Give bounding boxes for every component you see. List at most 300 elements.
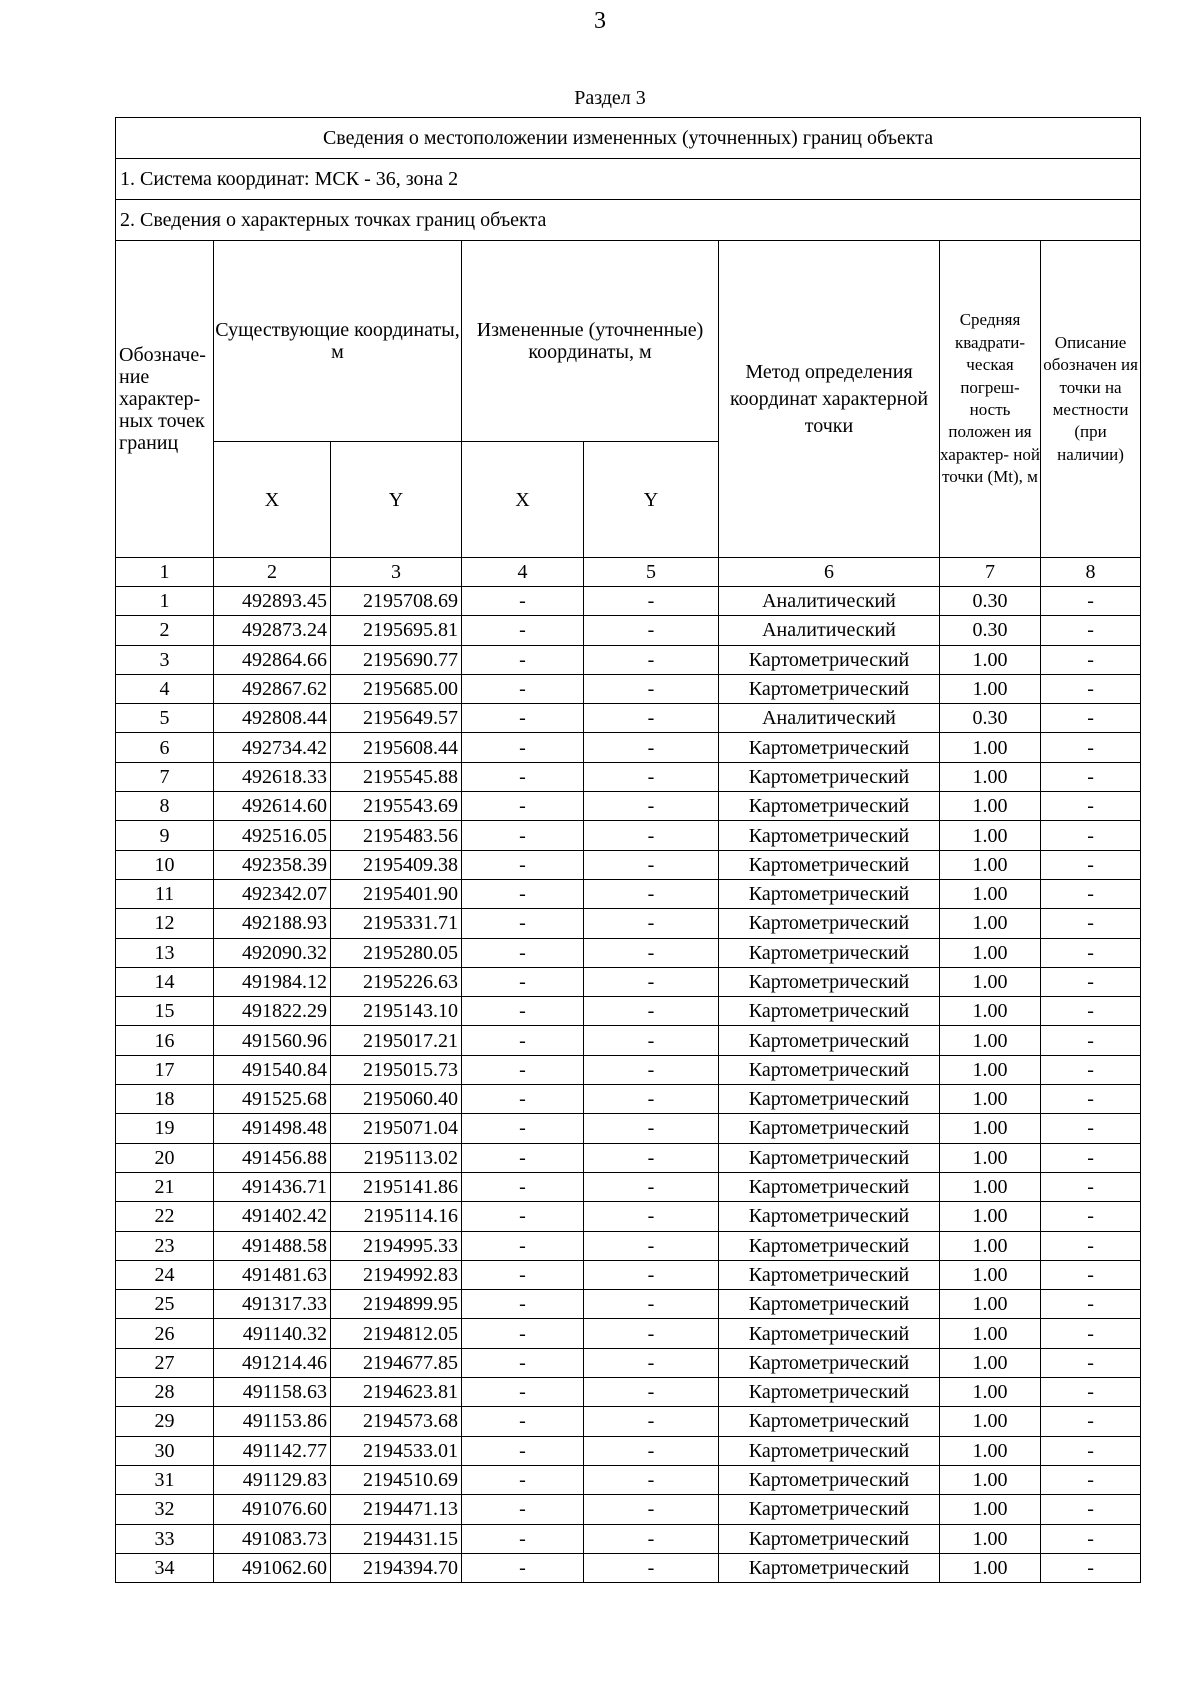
column-number: 4 (462, 558, 584, 587)
method-cell: Картометрический (719, 1114, 940, 1143)
boundary-points-table (115, 117, 1141, 1583)
existing-x-cell: 491488.58 (214, 1231, 331, 1260)
accuracy-cell: 1.00 (940, 1172, 1041, 1201)
accuracy-cell: 1.00 (940, 1495, 1041, 1524)
point-number-cell: 15 (116, 997, 214, 1026)
table-row (116, 1465, 1141, 1494)
changed-x-cell: - (462, 1114, 584, 1143)
changed-y-cell: - (584, 1465, 719, 1494)
description-cell: - (1041, 1436, 1141, 1465)
existing-y-cell: 2195113.02 (331, 1143, 462, 1172)
accuracy-cell: 1.00 (940, 1026, 1041, 1055)
existing-y-cell: 2195690.77 (331, 645, 462, 674)
existing-y-cell: 2194394.70 (331, 1553, 462, 1582)
existing-y-cell: 2194899.95 (331, 1290, 462, 1319)
description-cell: - (1041, 674, 1141, 703)
method-cell: Картометрический (719, 938, 940, 967)
description-cell: - (1041, 850, 1141, 879)
method-cell: Картометрический (719, 1524, 940, 1553)
header-designation: Обозначе- ние характер- ных точек границ (116, 241, 214, 558)
table-row (116, 792, 1141, 821)
table-row (116, 1026, 1141, 1055)
points-table-body (116, 587, 1141, 1583)
header-accuracy: Средняя квадрати- ческая погреш- ность положен ия характер- ной точки (Mt), м (940, 241, 1041, 558)
existing-y-cell: 2195695.81 (331, 616, 462, 645)
description-cell: - (1041, 1114, 1141, 1143)
point-number-cell: 1 (116, 587, 214, 616)
changed-x-cell: - (462, 938, 584, 967)
changed-x-cell: - (462, 762, 584, 791)
changed-y-cell: - (584, 1495, 719, 1524)
accuracy-cell: 1.00 (940, 792, 1041, 821)
point-number-cell: 29 (116, 1407, 214, 1436)
table-row (116, 616, 1141, 645)
accuracy-cell: 1.00 (940, 1465, 1041, 1494)
point-number-cell: 20 (116, 1143, 214, 1172)
changed-y-cell: - (584, 1143, 719, 1172)
method-cell: Аналитический (719, 587, 940, 616)
existing-y-cell: 2195017.21 (331, 1026, 462, 1055)
method-cell: Аналитический (719, 704, 940, 733)
point-number-cell: 3 (116, 645, 214, 674)
point-number-cell: 31 (116, 1465, 214, 1494)
existing-x-cell: 491129.83 (214, 1465, 331, 1494)
changed-x-cell: - (462, 1055, 584, 1084)
table-row (116, 587, 1141, 616)
description-cell: - (1041, 616, 1141, 645)
method-cell: Картометрический (719, 1436, 940, 1465)
point-number-cell: 26 (116, 1319, 214, 1348)
column-number-row (116, 558, 1141, 587)
method-cell: Картометрический (719, 1231, 940, 1260)
changed-x-cell: - (462, 704, 584, 733)
description-cell: - (1041, 1465, 1141, 1494)
point-number-cell: 21 (116, 1172, 214, 1201)
changed-y-cell: - (584, 850, 719, 879)
existing-y-cell: 2194510.69 (331, 1465, 462, 1494)
existing-y-cell: 2195331.71 (331, 909, 462, 938)
table-row (116, 1553, 1141, 1582)
changed-y-cell: - (584, 645, 719, 674)
existing-y-cell: 2194573.68 (331, 1407, 462, 1436)
column-number: 5 (584, 558, 719, 587)
method-cell: Картометрический (719, 1407, 940, 1436)
changed-y-cell: - (584, 704, 719, 733)
table-row (116, 1348, 1141, 1377)
table-row (116, 762, 1141, 791)
existing-y-cell: 2195226.63 (331, 967, 462, 996)
accuracy-cell: 1.00 (940, 879, 1041, 908)
existing-y-cell: 2195071.04 (331, 1114, 462, 1143)
accuracy-cell: 1.00 (940, 967, 1041, 996)
accuracy-cell: 1.00 (940, 821, 1041, 850)
changed-x-cell: - (462, 733, 584, 762)
table-title: Сведения о местоположении измененных (уточненных) границ объекта (116, 118, 1141, 159)
method-cell: Картометрический (719, 879, 940, 908)
changed-y-cell: - (584, 1319, 719, 1348)
page-number: 3 (594, 8, 606, 34)
table-row (116, 938, 1141, 967)
table-row (116, 879, 1141, 908)
table-row (116, 850, 1141, 879)
existing-y-cell: 2194471.13 (331, 1495, 462, 1524)
table-row (116, 1202, 1141, 1231)
changed-x-cell: - (462, 967, 584, 996)
existing-x-cell: 492090.32 (214, 938, 331, 967)
existing-x-cell: 491456.88 (214, 1143, 331, 1172)
description-cell: - (1041, 821, 1141, 850)
point-number-cell: 25 (116, 1290, 214, 1319)
changed-y-cell: - (584, 587, 719, 616)
description-cell: - (1041, 1524, 1141, 1553)
accuracy-cell: 1.00 (940, 850, 1041, 879)
accuracy-cell: 1.00 (940, 1436, 1041, 1465)
points-heading: 2. Сведения о характерных точках границ объекта (116, 200, 1141, 241)
accuracy-cell: 1.00 (940, 1231, 1041, 1260)
changed-x-cell: - (462, 616, 584, 645)
changed-y-cell: - (584, 1524, 719, 1553)
changed-x-cell: - (462, 1436, 584, 1465)
changed-x-cell: - (462, 1319, 584, 1348)
point-number-cell: 19 (116, 1114, 214, 1143)
accuracy-cell: 1.00 (940, 1260, 1041, 1289)
description-cell: - (1041, 1026, 1141, 1055)
method-cell: Картометрический (719, 1465, 940, 1494)
existing-x-cell: 491481.63 (214, 1260, 331, 1289)
coordinate-system: 1. Система координат: МСК - 36, зона 2 (116, 159, 1141, 200)
description-cell: - (1041, 792, 1141, 821)
column-number: 6 (719, 558, 940, 587)
changed-x-cell: - (462, 1026, 584, 1055)
changed-x-cell: - (462, 1524, 584, 1553)
existing-x-cell: 491142.77 (214, 1436, 331, 1465)
existing-y-cell: 2195545.88 (331, 762, 462, 791)
existing-x-cell: 491436.71 (214, 1172, 331, 1201)
column-number: 7 (940, 558, 1041, 587)
changed-y-cell: - (584, 1260, 719, 1289)
existing-x-cell: 492618.33 (214, 762, 331, 791)
changed-x-cell: - (462, 850, 584, 879)
point-number-cell: 11 (116, 879, 214, 908)
table-row (116, 1378, 1141, 1407)
existing-y-cell: 2195685.00 (331, 674, 462, 703)
table-row (116, 645, 1141, 674)
changed-x-cell: - (462, 1495, 584, 1524)
header-changed-x: X (462, 442, 584, 558)
changed-y-cell: - (584, 1407, 719, 1436)
changed-x-cell: - (462, 997, 584, 1026)
existing-x-cell: 491402.42 (214, 1202, 331, 1231)
table-row (116, 1495, 1141, 1524)
existing-y-cell: 2195608.44 (331, 733, 462, 762)
description-cell: - (1041, 1085, 1141, 1114)
accuracy-cell: 1.00 (940, 1290, 1041, 1319)
method-cell: Картометрический (719, 1260, 940, 1289)
point-number-cell: 17 (116, 1055, 214, 1084)
method-cell: Картометрический (719, 997, 940, 1026)
method-cell: Картометрический (719, 1378, 940, 1407)
existing-y-cell: 2195280.05 (331, 938, 462, 967)
existing-x-cell: 492808.44 (214, 704, 331, 733)
point-number-cell: 24 (116, 1260, 214, 1289)
changed-y-cell: - (584, 821, 719, 850)
changed-x-cell: - (462, 1407, 584, 1436)
description-cell: - (1041, 1143, 1141, 1172)
accuracy-cell: 1.00 (940, 1202, 1041, 1231)
description-cell: - (1041, 997, 1141, 1026)
description-cell: - (1041, 1202, 1141, 1231)
point-number-cell: 10 (116, 850, 214, 879)
method-cell: Картометрический (719, 792, 940, 821)
point-number-cell: 32 (116, 1495, 214, 1524)
accuracy-cell: 1.00 (940, 762, 1041, 791)
existing-y-cell: 2194677.85 (331, 1348, 462, 1377)
changed-x-cell: - (462, 1553, 584, 1582)
existing-x-cell: 492864.66 (214, 645, 331, 674)
point-number-cell: 7 (116, 762, 214, 791)
description-cell: - (1041, 1378, 1141, 1407)
changed-y-cell: - (584, 1202, 719, 1231)
changed-x-cell: - (462, 1143, 584, 1172)
point-number-cell: 6 (116, 733, 214, 762)
point-number-cell: 30 (116, 1436, 214, 1465)
changed-x-cell: - (462, 792, 584, 821)
table-row (116, 733, 1141, 762)
existing-x-cell: 492358.39 (214, 850, 331, 879)
existing-y-cell: 2195114.16 (331, 1202, 462, 1231)
existing-x-cell: 492734.42 (214, 733, 331, 762)
changed-x-cell: - (462, 879, 584, 908)
existing-y-cell: 2195409.38 (331, 850, 462, 879)
description-cell: - (1041, 587, 1141, 616)
method-cell: Картометрический (719, 762, 940, 791)
point-number-cell: 27 (116, 1348, 214, 1377)
table-row (116, 1114, 1141, 1143)
changed-y-cell: - (584, 1348, 719, 1377)
changed-y-cell: - (584, 616, 719, 645)
accuracy-cell: 0.30 (940, 616, 1041, 645)
table-row (116, 1085, 1141, 1114)
method-cell: Картометрический (719, 674, 940, 703)
table-row (116, 704, 1141, 733)
existing-x-cell: 491984.12 (214, 967, 331, 996)
method-cell: Картометрический (719, 967, 940, 996)
description-cell: - (1041, 879, 1141, 908)
method-cell: Картометрический (719, 645, 940, 674)
existing-y-cell: 2195015.73 (331, 1055, 462, 1084)
table-row (116, 1143, 1141, 1172)
existing-y-cell: 2195483.56 (331, 821, 462, 850)
description-cell: - (1041, 1495, 1141, 1524)
changed-y-cell: - (584, 762, 719, 791)
changed-y-cell: - (584, 909, 719, 938)
existing-y-cell: 2195708.69 (331, 587, 462, 616)
existing-x-cell: 492516.05 (214, 821, 331, 850)
accuracy-cell: 1.00 (940, 674, 1041, 703)
description-cell: - (1041, 938, 1141, 967)
accuracy-cell: 1.00 (940, 1348, 1041, 1377)
changed-y-cell: - (584, 967, 719, 996)
method-cell: Картометрический (719, 1026, 940, 1055)
existing-y-cell: 2194623.81 (331, 1378, 462, 1407)
method-cell: Картометрический (719, 1143, 940, 1172)
header-existing-x: X (214, 442, 331, 558)
point-number-cell: 4 (116, 674, 214, 703)
existing-x-cell: 491560.96 (214, 1026, 331, 1055)
changed-y-cell: - (584, 733, 719, 762)
existing-y-cell: 2195649.57 (331, 704, 462, 733)
accuracy-cell: 1.00 (940, 1553, 1041, 1582)
method-cell: Картометрический (719, 1553, 940, 1582)
method-cell: Аналитический (719, 616, 940, 645)
header-method: Метод определения координат характерной точки (719, 241, 940, 558)
table-row (116, 967, 1141, 996)
changed-y-cell: - (584, 1055, 719, 1084)
header-description: Описание обозначен ия точки на местности (при наличии) (1041, 241, 1141, 558)
existing-x-cell: 491153.86 (214, 1407, 331, 1436)
accuracy-cell: 0.30 (940, 704, 1041, 733)
changed-y-cell: - (584, 1172, 719, 1201)
point-number-cell: 23 (116, 1231, 214, 1260)
changed-y-cell: - (584, 1378, 719, 1407)
accuracy-cell: 1.00 (940, 1378, 1041, 1407)
point-number-cell: 9 (116, 821, 214, 850)
column-number: 1 (116, 558, 214, 587)
existing-y-cell: 2195543.69 (331, 792, 462, 821)
description-cell: - (1041, 1172, 1141, 1201)
description-cell: - (1041, 1348, 1141, 1377)
changed-x-cell: - (462, 1085, 584, 1114)
accuracy-cell: 1.00 (940, 1524, 1041, 1553)
header-existing-y: Y (331, 442, 462, 558)
existing-x-cell: 492614.60 (214, 792, 331, 821)
description-cell: - (1041, 645, 1141, 674)
table-row (116, 1290, 1141, 1319)
description-cell: - (1041, 967, 1141, 996)
changed-y-cell: - (584, 997, 719, 1026)
table-row (116, 1407, 1141, 1436)
point-number-cell: 33 (116, 1524, 214, 1553)
changed-x-cell: - (462, 1260, 584, 1289)
existing-x-cell: 492867.62 (214, 674, 331, 703)
existing-y-cell: 2194431.15 (331, 1524, 462, 1553)
existing-y-cell: 2194992.83 (331, 1260, 462, 1289)
table-row (116, 674, 1141, 703)
existing-x-cell: 491062.60 (214, 1553, 331, 1582)
existing-x-cell: 491214.46 (214, 1348, 331, 1377)
table-row (116, 1172, 1141, 1201)
changed-y-cell: - (584, 1290, 719, 1319)
changed-x-cell: - (462, 1378, 584, 1407)
method-cell: Картометрический (719, 1055, 940, 1084)
existing-y-cell: 2195060.40 (331, 1085, 462, 1114)
existing-x-cell: 491158.63 (214, 1378, 331, 1407)
accuracy-cell: 1.00 (940, 1407, 1041, 1436)
accuracy-cell: 1.00 (940, 645, 1041, 674)
table-row (116, 821, 1141, 850)
accuracy-cell: 1.00 (940, 1143, 1041, 1172)
column-number: 2 (214, 558, 331, 587)
section-label: Раздел 3 (574, 87, 646, 109)
accuracy-cell: 1.00 (940, 1319, 1041, 1348)
changed-x-cell: - (462, 1290, 584, 1319)
accuracy-cell: 0.30 (940, 587, 1041, 616)
existing-y-cell: 2195401.90 (331, 879, 462, 908)
changed-x-cell: - (462, 1465, 584, 1494)
table-row (116, 1524, 1141, 1553)
description-cell: - (1041, 733, 1141, 762)
changed-y-cell: - (584, 879, 719, 908)
changed-x-cell: - (462, 1202, 584, 1231)
accuracy-cell: 1.00 (940, 997, 1041, 1026)
point-number-cell: 12 (116, 909, 214, 938)
table-row (116, 1055, 1141, 1084)
column-number: 3 (331, 558, 462, 587)
changed-y-cell: - (584, 674, 719, 703)
column-number: 8 (1041, 558, 1141, 587)
point-number-cell: 18 (116, 1085, 214, 1114)
accuracy-cell: 1.00 (940, 1085, 1041, 1114)
changed-y-cell: - (584, 938, 719, 967)
existing-x-cell: 491540.84 (214, 1055, 331, 1084)
existing-x-cell: 491525.68 (214, 1085, 331, 1114)
table-row (116, 1319, 1141, 1348)
description-cell: - (1041, 1290, 1141, 1319)
table-row (116, 1231, 1141, 1260)
existing-y-cell: 2195141.86 (331, 1172, 462, 1201)
existing-x-cell: 491822.29 (214, 997, 331, 1026)
changed-x-cell: - (462, 674, 584, 703)
changed-x-cell: - (462, 821, 584, 850)
existing-x-cell: 491498.48 (214, 1114, 331, 1143)
description-cell: - (1041, 1319, 1141, 1348)
changed-x-cell: - (462, 1348, 584, 1377)
method-cell: Картометрический (719, 1495, 940, 1524)
changed-y-cell: - (584, 1553, 719, 1582)
point-number-cell: 5 (116, 704, 214, 733)
changed-y-cell: - (584, 1026, 719, 1055)
existing-y-cell: 2194533.01 (331, 1436, 462, 1465)
table-row (116, 997, 1141, 1026)
point-number-cell: 16 (116, 1026, 214, 1055)
point-number-cell: 14 (116, 967, 214, 996)
accuracy-cell: 1.00 (940, 1055, 1041, 1084)
changed-y-cell: - (584, 1085, 719, 1114)
changed-y-cell: - (584, 792, 719, 821)
method-cell: Картометрический (719, 1172, 940, 1201)
point-number-cell: 2 (116, 616, 214, 645)
changed-x-cell: - (462, 1231, 584, 1260)
existing-x-cell: 491083.73 (214, 1524, 331, 1553)
existing-x-cell: 492188.93 (214, 909, 331, 938)
existing-x-cell: 491140.32 (214, 1319, 331, 1348)
method-cell: Картометрический (719, 909, 940, 938)
description-cell: - (1041, 704, 1141, 733)
point-number-cell: 28 (116, 1378, 214, 1407)
method-cell: Картометрический (719, 821, 940, 850)
point-number-cell: 8 (116, 792, 214, 821)
changed-x-cell: - (462, 587, 584, 616)
description-cell: - (1041, 1231, 1141, 1260)
header-existing-coords: Существующие координаты, м (214, 241, 462, 442)
changed-y-cell: - (584, 1436, 719, 1465)
changed-x-cell: - (462, 1172, 584, 1201)
changed-x-cell: - (462, 909, 584, 938)
method-cell: Картометрический (719, 733, 940, 762)
accuracy-cell: 1.00 (940, 938, 1041, 967)
existing-y-cell: 2194812.05 (331, 1319, 462, 1348)
method-cell: Картометрический (719, 1290, 940, 1319)
